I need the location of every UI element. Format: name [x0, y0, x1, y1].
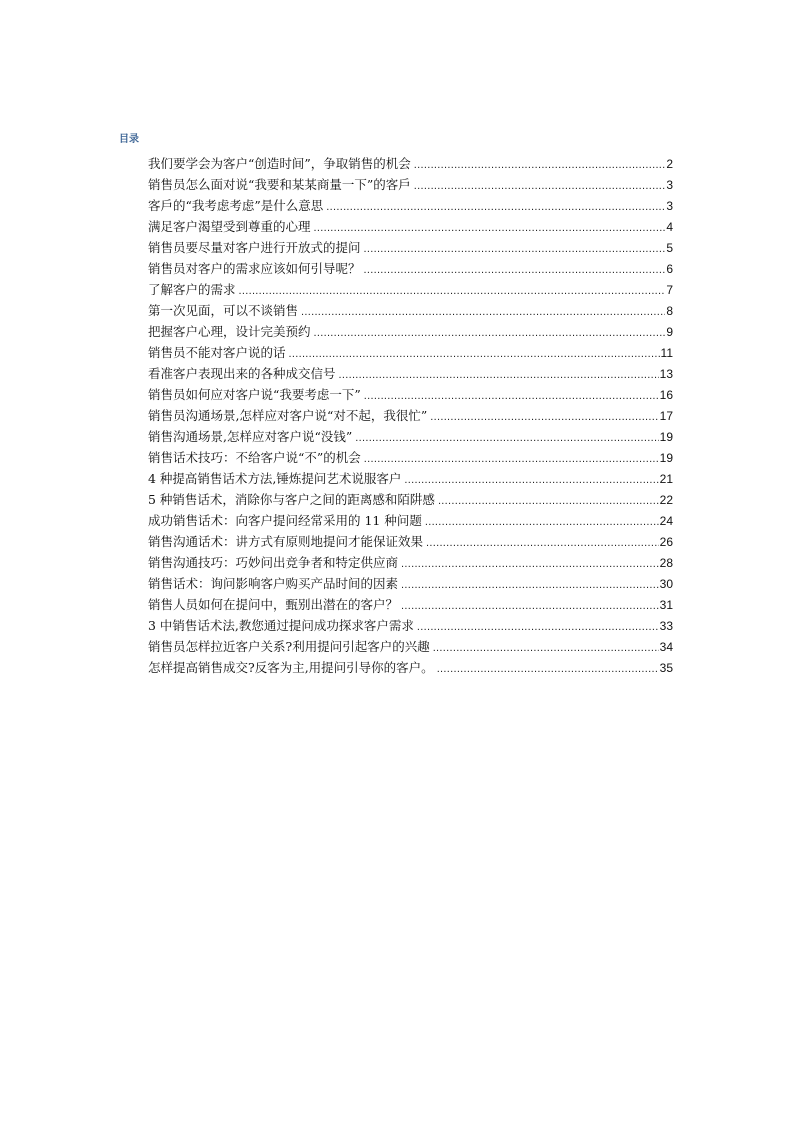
toc-entry-title: 销售人员如何在提问中，甄别出潜在的客户？ — [148, 597, 399, 612]
toc-entry-page: 26 — [659, 535, 673, 549]
toc-entry[interactable] — [148, 636, 673, 657]
toc-entry[interactable] — [148, 426, 673, 447]
dot-leader — [426, 533, 659, 554]
dot-leader — [364, 386, 659, 407]
toc-entry-page: 28 — [659, 556, 673, 570]
toc-entry-title: 销售员不能对客户说的话 — [148, 345, 286, 360]
toc-entry[interactable] — [148, 531, 673, 552]
toc-entry-title: 销售员要尽量对客户进行开放式的提问 — [148, 240, 361, 255]
toc-entry-page: 17 — [659, 409, 673, 423]
toc-entry[interactable] — [148, 657, 673, 678]
toc-entry-page: 3 — [666, 199, 673, 213]
toc-entry[interactable] — [148, 174, 673, 195]
toc-heading: 目录 — [119, 134, 139, 145]
toc-entry[interactable] — [148, 384, 673, 405]
toc-entry-title: 我们要学会为客户“创造时间”，争取销售的机会 — [148, 156, 411, 171]
toc-entry[interactable] — [148, 510, 673, 531]
toc-entry[interactable] — [148, 279, 673, 300]
toc-entry-page: 30 — [659, 577, 673, 591]
dot-leader — [414, 155, 666, 176]
dot-leader — [414, 176, 666, 197]
toc-entry[interactable] — [148, 195, 673, 216]
toc-entry-page: 6 — [666, 262, 673, 276]
toc-entry-title: 销售话术技巧：不给客户说“不”的机会 — [148, 450, 361, 465]
dot-leader — [314, 323, 666, 344]
toc-entry[interactable] — [148, 342, 673, 363]
toc-entry-title: 销售员如何应对客户说“我要考虑一下” — [148, 387, 361, 402]
toc-entry[interactable] — [148, 258, 673, 279]
toc-entry-page: 7 — [666, 283, 673, 297]
dot-leader — [437, 659, 659, 680]
toc-entry-title: 客戶的“我考虑考虑”是什么意思 — [148, 198, 324, 213]
toc-entry[interactable] — [148, 468, 673, 489]
toc-entry-title: 怎样提高销售成交?反客为主,用提问引导你的客户。 — [148, 660, 434, 675]
toc-entry-title: 4 种提高销售话术方法,锤炼提问艺术说服客户 — [148, 471, 402, 486]
toc-entry-page: 19 — [659, 451, 673, 465]
toc-entry-page: 21 — [659, 472, 673, 486]
dot-leader — [430, 407, 658, 428]
dot-leader — [438, 491, 659, 512]
toc-entry-title: 销售员怎样拉近客户关系?利用提问引起客户的兴趣 — [148, 639, 430, 654]
toc-entry-page: 11 — [660, 346, 673, 360]
dot-leader — [364, 260, 666, 281]
toc-entry-page: 5 — [666, 241, 673, 255]
toc-entry-title: 3 中销售话术法,教您通过提问成功探求客户需求 — [148, 618, 414, 633]
dot-leader — [401, 575, 659, 596]
toc-entry-page: 16 — [659, 388, 673, 402]
toc-entry[interactable] — [148, 552, 673, 573]
toc-entry-page: 8 — [666, 304, 673, 318]
toc-entry-page: 2 — [666, 157, 673, 171]
toc-entry[interactable] — [148, 573, 673, 594]
dot-leader — [404, 470, 658, 491]
toc-entry-page: 33 — [659, 619, 673, 633]
toc-entry-title: 销售员对客户的需求应该如何引导呢？ — [148, 261, 361, 276]
toc-entry-page: 4 — [666, 220, 673, 234]
dot-leader — [339, 365, 659, 386]
toc-entry[interactable] — [148, 237, 673, 258]
toc-entry[interactable] — [148, 615, 673, 636]
toc-entry[interactable] — [148, 594, 673, 615]
dot-leader — [301, 302, 665, 323]
toc-entry-title: 销售沟通场景,怎样应对客户说“没钱” — [148, 429, 353, 444]
toc-entry-page: 34 — [659, 640, 673, 654]
toc-entry[interactable] — [148, 405, 673, 426]
dot-leader — [401, 554, 659, 575]
toc-entry-title: 成功销售话术：向客户提问经常采用的 11 种问题 — [148, 513, 422, 528]
table-of-contents — [148, 153, 673, 678]
toc-entry-title: 把握客户心理，设计完美预约 — [148, 324, 311, 339]
toc-entry-page: 31 — [659, 598, 673, 612]
toc-entry-page: 22 — [659, 493, 673, 507]
toc-entry[interactable] — [148, 216, 673, 237]
toc-entry[interactable] — [148, 363, 673, 384]
toc-entry-page: 35 — [659, 661, 673, 675]
toc-entry-title: 5 种销售话术，消除你与客户之间的距离感和陌阱感 — [148, 492, 435, 507]
toc-entry[interactable] — [148, 153, 673, 174]
dot-leader — [417, 617, 659, 638]
toc-entry-page: 3 — [666, 178, 673, 192]
dot-leader — [425, 512, 659, 533]
toc-entry-title: 销售沟通技巧：巧妙问出竞争者和特定供应商 — [148, 555, 399, 570]
dot-leader — [326, 197, 665, 218]
dot-leader — [239, 281, 666, 302]
dot-leader — [401, 596, 659, 617]
toc-entry-page: 24 — [659, 514, 673, 528]
toc-entry-title: 了解客户的需求 — [148, 282, 236, 297]
toc-entry-title: 看准客户表现出来的各种成交信号 — [148, 366, 336, 381]
dot-leader — [364, 449, 659, 470]
toc-entry-page: 13 — [659, 367, 673, 381]
toc-entry[interactable] — [148, 489, 673, 510]
toc-entry-title: 销售员沟通场景,怎样应对客户说“对不起，我很忙” — [148, 408, 428, 423]
dot-leader — [355, 428, 658, 449]
toc-entry-title: 满足客户渴望受到尊重的心理 — [148, 219, 311, 234]
toc-entry-page: 19 — [659, 430, 673, 444]
dot-leader — [289, 344, 660, 365]
toc-entry-title: 第一次见面，可以不谈销售 — [148, 303, 299, 318]
dot-leader — [314, 218, 666, 239]
toc-entry-page: 9 — [666, 325, 673, 339]
toc-entry-title: 销售沟通话术：讲方式有原则地提问才能保证效果 — [148, 534, 424, 549]
toc-entry[interactable] — [148, 447, 673, 468]
dot-leader — [433, 638, 659, 659]
toc-entry[interactable] — [148, 321, 673, 342]
dot-leader — [364, 239, 666, 260]
toc-entry-title: 销售员怎么面对说“我要和某某商量一下”的客戶 — [148, 177, 411, 192]
toc-entry[interactable] — [148, 300, 673, 321]
toc-entry-title: 销售话术：询问影响客户购买产品时间的因素 — [148, 576, 399, 591]
